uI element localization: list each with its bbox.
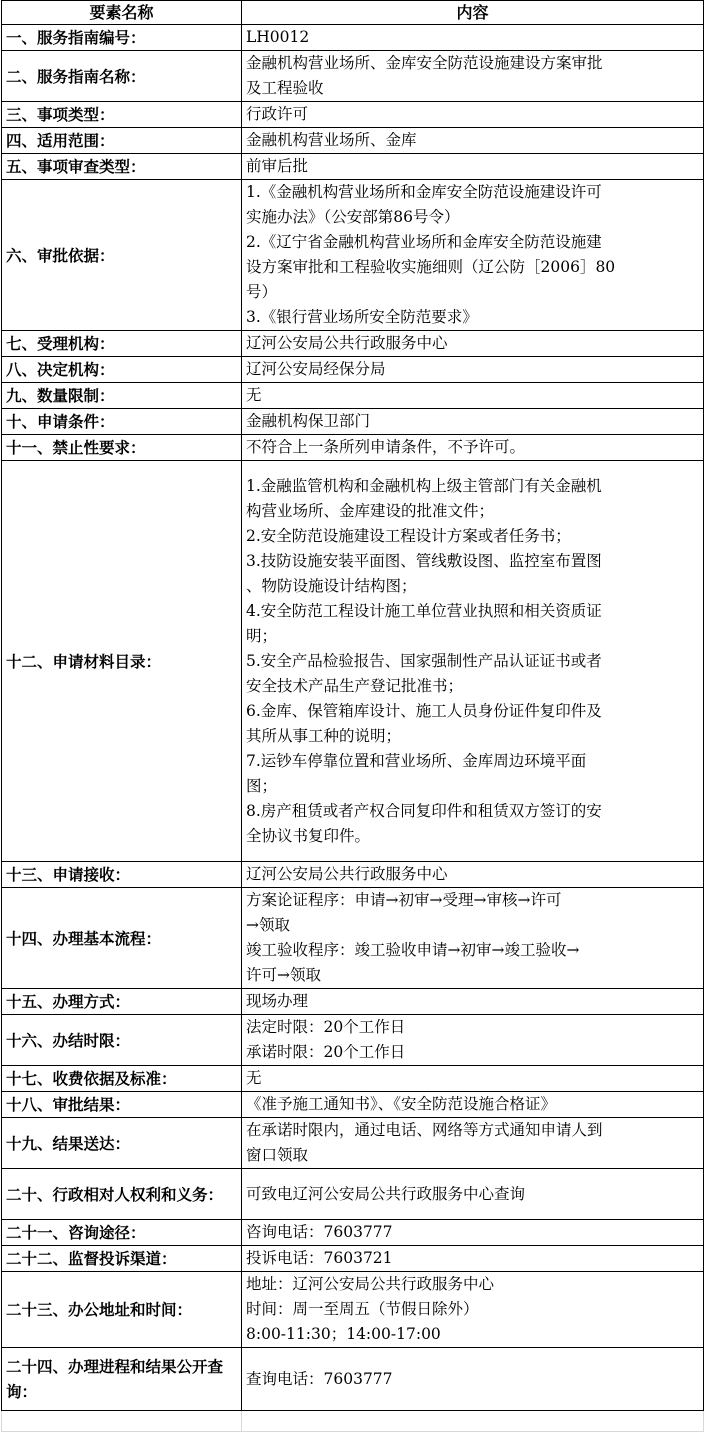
value-line: 投诉电话：7603721 — [246, 1249, 393, 1267]
row-value — [242, 102, 704, 128]
row-value — [242, 1220, 704, 1246]
value-line: 3.《银行营业场所安全防范要求》 — [246, 308, 478, 326]
table-row — [2, 989, 704, 1015]
row-label: 二十三、办公地址和时间： — [2, 1272, 242, 1348]
value-line: 6.金库、保管箱库设计、施工人员身份证件复印件及 — [246, 701, 602, 720]
value-line: 时间：周一至周五（节假日除外） — [246, 1300, 479, 1318]
value-line: 图； — [246, 776, 278, 795]
value-line: 2.《辽宁省金融机构营业场所和金库安全防范设施建 — [246, 233, 602, 251]
value-line: 3.技防设施安装平面图、管线敷设图、监控室布置图 — [246, 551, 602, 570]
row-value — [242, 1348, 704, 1411]
row-value — [242, 1118, 704, 1169]
row-value — [242, 461, 704, 862]
row-label: 十七、收费依据及标准： — [2, 1066, 242, 1092]
header-row — [2, 1, 704, 25]
table-row — [2, 1015, 704, 1066]
table-row — [2, 357, 704, 383]
value-line: 1.金融监管机构和金融机构上级主管部门有关金融机 — [246, 476, 602, 495]
value-line: 无 — [246, 1069, 262, 1087]
table-row — [2, 1066, 704, 1092]
value-line: 2.安全防范设施建设工程设计方案或者任务书； — [246, 526, 571, 545]
table-row — [2, 128, 704, 154]
table-row — [2, 25, 704, 51]
service-guide-table — [1, 0, 704, 1432]
value-line: 可致电辽河公安局公共行政服务中心查询 — [246, 1184, 526, 1203]
row-value — [242, 409, 704, 435]
row-label: 八、决定机构： — [2, 357, 242, 383]
row-value — [242, 1066, 704, 1092]
row-label: 十六、办结时限： — [2, 1015, 242, 1066]
row-value — [242, 154, 704, 180]
value-line: 窗口领取 — [246, 1146, 309, 1164]
value-line: 8.房产租赁或者产权合同复印件和租赁双方签订的安 — [246, 801, 602, 820]
table-row — [2, 409, 704, 435]
row-value — [242, 435, 704, 461]
value-line: 1.《金融机构营业场所和金库安全防范设施建设许可 — [246, 183, 602, 201]
value-line: 金融机构保卫部门 — [246, 412, 371, 430]
row-label: 二十、行政相对人权利和义务： — [2, 1169, 242, 1220]
value-line: 7.运钞车停靠位置和营业场所、金库周边环境平面 — [246, 751, 587, 770]
row-label: 十四、办理基本流程： — [2, 888, 242, 989]
row-value — [242, 1092, 704, 1118]
header-element-name: 要素名称 — [2, 1, 242, 25]
value-line: 其所从事工种的说明； — [246, 726, 402, 745]
value-line: 行政许可 — [246, 105, 309, 123]
row-value — [242, 888, 704, 989]
value-line: 明； — [246, 626, 278, 645]
table-row — [2, 331, 704, 357]
row-label: 十三、申请接收： — [2, 862, 242, 888]
row-value — [242, 862, 704, 888]
row-value — [242, 989, 704, 1015]
row-label: 十五、办理方式： — [2, 989, 242, 1015]
row-label: 一、服务指南编号： — [2, 25, 242, 51]
value-line: 构营业场所、金库建设的批准文件； — [246, 501, 495, 520]
value-line: 方案论证程序：申请→初审→受理→审核→许可 — [246, 891, 562, 909]
value-line: 竣工验收程序：竣工验收申请→初审→竣工验收→ — [246, 941, 580, 959]
table-row — [2, 435, 704, 461]
row-label: 二十二、监督投诉渠道： — [2, 1246, 242, 1272]
table-row — [2, 1348, 704, 1411]
value-line: 、物防设施设计结构图； — [246, 576, 417, 595]
value-line: 号） — [246, 283, 278, 301]
row-label: 十一、禁止性要求： — [2, 435, 242, 461]
row-label: 二十一、咨询途径： — [2, 1220, 242, 1246]
row-label: 十八、审批结果： — [2, 1092, 242, 1118]
value-line: 许可→领取 — [246, 966, 321, 984]
table-row — [2, 1118, 704, 1169]
row-label: 三、事项类型： — [2, 102, 242, 128]
row-value — [242, 180, 704, 331]
value-line: 设方案审批和工程验收实施细则（辽公防［2006］80 — [246, 258, 616, 276]
row-value — [242, 1246, 704, 1272]
value-line: 在承诺时限内，通过电话、网络等方式通知申请人到 — [246, 1121, 603, 1139]
row-label: 五、事项审查类型： — [2, 154, 242, 180]
value-line: 法定时限：20个工作日 — [246, 1018, 406, 1036]
table-row — [2, 1246, 704, 1272]
value-line: 地址：辽河公安局公共行政服务中心 — [246, 1275, 495, 1293]
table-body — [2, 25, 704, 1432]
table-row — [2, 1169, 704, 1220]
header-content: 内容 — [242, 1, 704, 25]
value-line: 查询电话：7603777 — [246, 1369, 393, 1388]
row-value — [242, 1015, 704, 1066]
row-label: 六、审批依据： — [2, 180, 242, 331]
value-line: 金融机构营业场所、金库 — [246, 131, 417, 149]
row-value — [242, 128, 704, 154]
row-value — [242, 25, 704, 51]
value-line: 《准予施工通知书》、《安全防范设施合格证》 — [246, 1095, 557, 1113]
value-line: 现场办理 — [246, 992, 309, 1010]
table-row — [2, 102, 704, 128]
row-value — [242, 1272, 704, 1348]
value-line: 不符合上一条所列申请条件，不予许可。 — [246, 438, 526, 456]
empty-cell — [242, 1411, 704, 1432]
row-value — [242, 51, 704, 102]
table-row — [2, 888, 704, 989]
value-line: 无 — [246, 386, 262, 404]
table-row — [2, 1092, 704, 1118]
row-value — [242, 1169, 704, 1220]
table-row — [2, 461, 704, 862]
value-line: 8:00-11:30；14:00-17:00 — [246, 1325, 441, 1343]
row-value — [242, 331, 704, 357]
row-value — [242, 383, 704, 409]
table-row — [2, 383, 704, 409]
value-line: 辽河公安局经保分局 — [246, 360, 386, 378]
row-label: 十二、申请材料目录： — [2, 461, 242, 862]
table-row — [2, 862, 704, 888]
value-line: 辽河公安局公共行政服务中心 — [246, 865, 448, 883]
empty-cell — [2, 1411, 242, 1432]
value-line: 辽河公安局公共行政服务中心 — [246, 334, 448, 352]
value-line: LH0012 — [246, 28, 310, 46]
value-line: →领取 — [246, 916, 290, 934]
row-label: 七、受理机构： — [2, 331, 242, 357]
table-row — [2, 1272, 704, 1348]
row-label: 十九、结果送达： — [2, 1118, 242, 1169]
value-line: 及工程验收 — [246, 79, 324, 97]
row-label: 九、数量限制： — [2, 383, 242, 409]
value-line: 实施办法》（公安部第86号令） — [246, 208, 460, 226]
value-line: 安全技术产品生产登记批准书； — [246, 676, 464, 695]
row-label: 二、服务指南名称： — [2, 51, 242, 102]
table-row — [2, 51, 704, 102]
empty-row — [2, 1411, 704, 1432]
row-label: 四、适用范围： — [2, 128, 242, 154]
row-label: 十、申请条件： — [2, 409, 242, 435]
value-line: 前审后批 — [246, 157, 309, 175]
value-line: 金融机构营业场所、金库安全防范设施建设方案审批 — [246, 54, 603, 72]
table-row — [2, 1220, 704, 1246]
value-line: 4.安全防范工程设计施工单位营业执照和相关资质证 — [246, 601, 602, 620]
value-line: 承诺时限：20个工作日 — [246, 1043, 406, 1061]
row-label: 二十四、办理进程和结果公开查询： — [2, 1348, 242, 1411]
value-line: 全协议书复印件。 — [246, 826, 371, 845]
value-line: 咨询电话：7603777 — [246, 1223, 393, 1241]
table-row — [2, 154, 704, 180]
table-row — [2, 180, 704, 331]
value-line: 5.安全产品检验报告、国家强制性产品认证证书或者 — [246, 651, 602, 670]
row-value — [242, 357, 704, 383]
